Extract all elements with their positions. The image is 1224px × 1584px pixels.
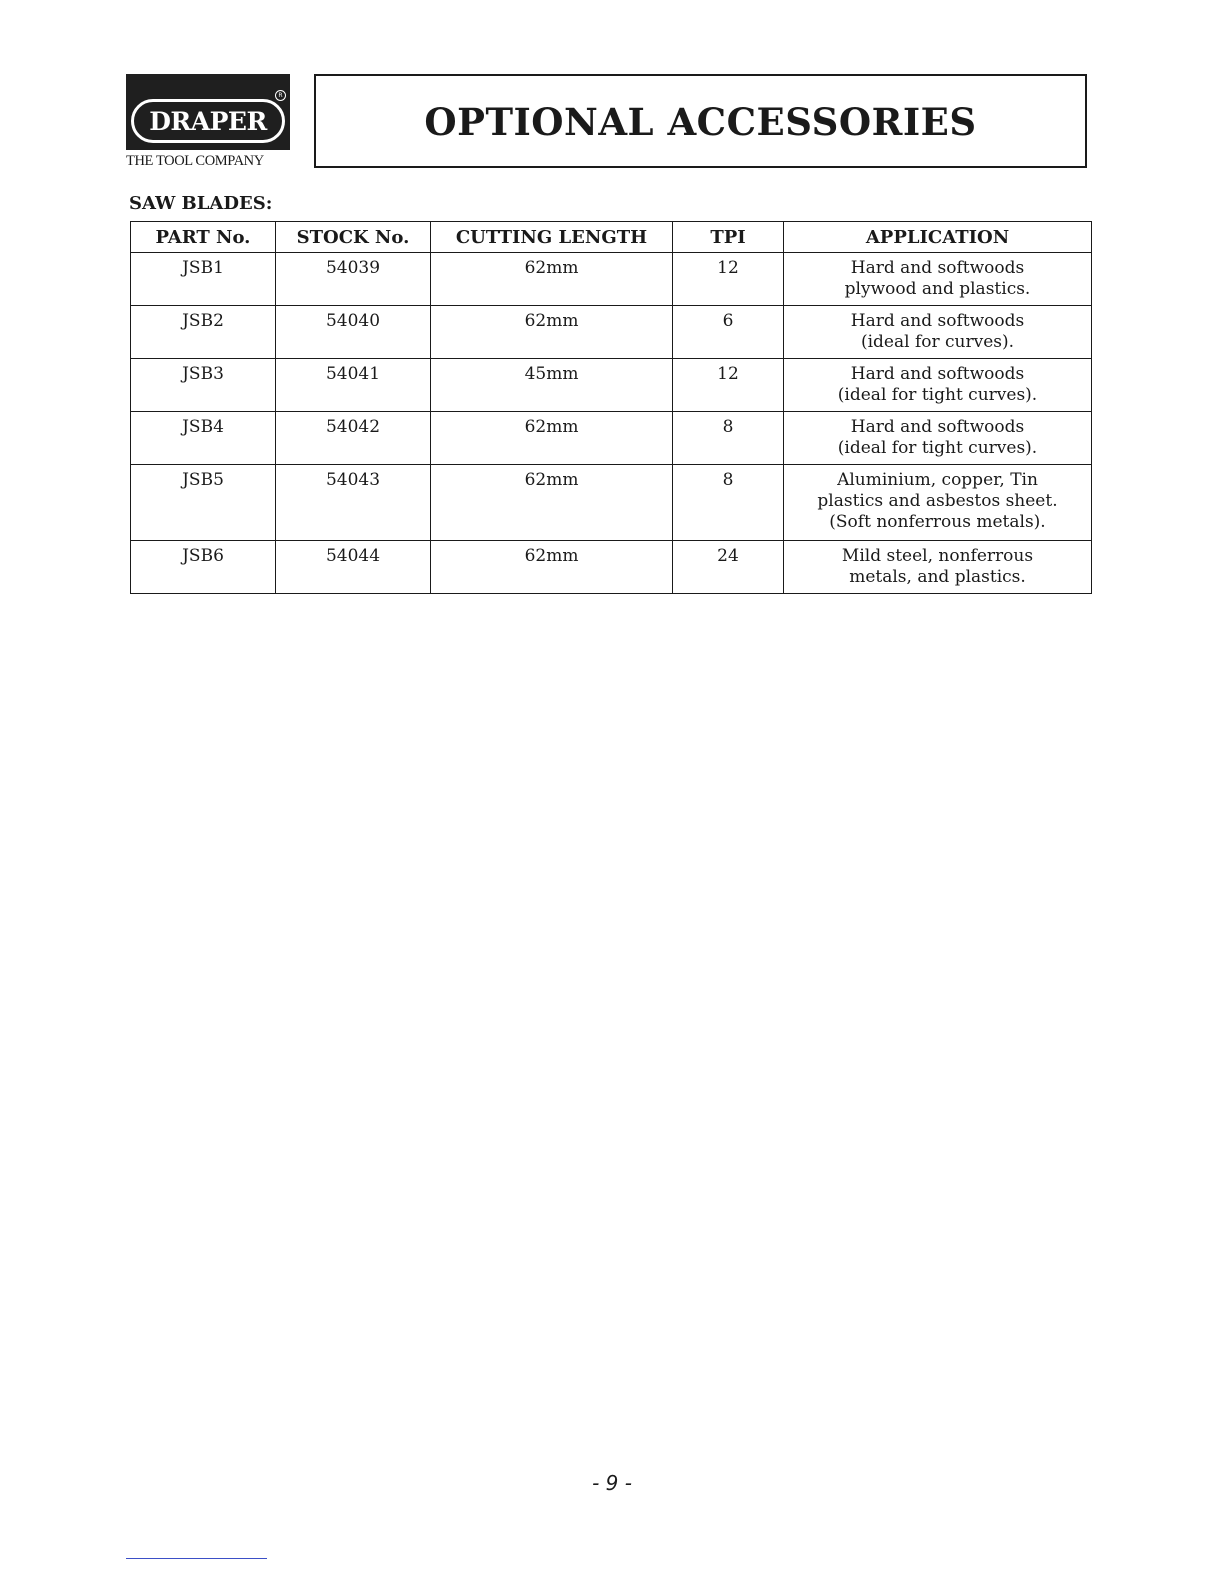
cell-tpi: 8 xyxy=(673,465,784,541)
application-line: Hard and softwoods xyxy=(850,364,1025,384)
table-row xyxy=(131,306,1092,359)
page-title: OPTIONAL ACCESSORIES xyxy=(424,100,977,144)
application-line: Mild steel, nonferrous xyxy=(841,546,1034,566)
table-row xyxy=(131,465,1092,541)
cell-length: 62mm xyxy=(431,412,673,465)
table-row xyxy=(131,412,1092,465)
header-part-no: PART No. xyxy=(131,222,276,253)
cell-part: JSB3 xyxy=(131,359,276,412)
logo-tagline: THE TOOL COMPANY xyxy=(126,153,264,169)
cell-tpi: 8 xyxy=(673,412,784,465)
cell-length: 62mm xyxy=(431,541,673,594)
cell-part: JSB6 xyxy=(131,541,276,594)
cell-part: JSB5 xyxy=(131,465,276,541)
application-line: plastics and asbestos sheet. xyxy=(817,491,1058,511)
header-cutting-length: CUTTING LENGTH xyxy=(431,222,673,253)
cell-tpi: 24 xyxy=(673,541,784,594)
cell-application xyxy=(784,253,1092,306)
cell-tpi: 6 xyxy=(673,306,784,359)
application-line: Hard and softwoods xyxy=(850,258,1025,278)
table-row xyxy=(131,359,1092,412)
cell-part: JSB2 xyxy=(131,306,276,359)
cell-length: 62mm xyxy=(431,465,673,541)
table-header-row xyxy=(131,222,1092,253)
section-label: SAW BLADES: xyxy=(129,193,273,214)
cell-tpi: 12 xyxy=(673,359,784,412)
logo-block xyxy=(126,74,290,150)
cell-application xyxy=(784,306,1092,359)
saw-blades-table xyxy=(130,221,1092,594)
cell-stock: 54043 xyxy=(276,465,431,541)
cell-length: 62mm xyxy=(431,306,673,359)
application-line: Hard and softwoods xyxy=(850,311,1025,331)
header-application: APPLICATION xyxy=(784,222,1092,253)
application-line: Hard and softwoods xyxy=(850,417,1025,437)
application-line: Aluminium, copper, Tin xyxy=(837,470,1038,490)
cell-application xyxy=(784,541,1092,594)
application-line: metals, and plastics. xyxy=(849,567,1026,587)
cell-length: 62mm xyxy=(431,253,673,306)
cell-length: 45mm xyxy=(431,359,673,412)
header-tpi: TPI xyxy=(673,222,784,253)
cell-application xyxy=(784,359,1092,412)
page-number: - 9 - xyxy=(592,1471,632,1495)
cell-stock: 54044 xyxy=(276,541,431,594)
application-line: plywood and plastics. xyxy=(844,279,1031,299)
application-line: (ideal for tight curves). xyxy=(837,438,1038,458)
cell-application xyxy=(784,412,1092,465)
cell-stock: 54041 xyxy=(276,359,431,412)
application-line: (ideal for curves). xyxy=(860,332,1015,352)
cell-stock: 54040 xyxy=(276,306,431,359)
registered-mark: R xyxy=(275,90,286,101)
cell-stock: 54042 xyxy=(276,412,431,465)
logo-brand: DRAPER xyxy=(149,106,267,136)
table-row xyxy=(131,253,1092,306)
application-line: (Soft nonferrous metals). xyxy=(829,512,1046,532)
cell-part: JSB1 xyxy=(131,253,276,306)
application-line: (ideal for tight curves). xyxy=(837,385,1038,405)
cell-part: JSB4 xyxy=(131,412,276,465)
cell-stock: 54039 xyxy=(276,253,431,306)
cell-application xyxy=(784,465,1092,541)
table-row xyxy=(131,541,1092,594)
title-box xyxy=(314,74,1087,168)
cell-tpi: 12 xyxy=(673,253,784,306)
footnote-rule xyxy=(126,1558,267,1559)
header-stock-no: STOCK No. xyxy=(276,222,431,253)
logo-pill xyxy=(131,99,285,143)
draper-logo xyxy=(126,74,291,170)
